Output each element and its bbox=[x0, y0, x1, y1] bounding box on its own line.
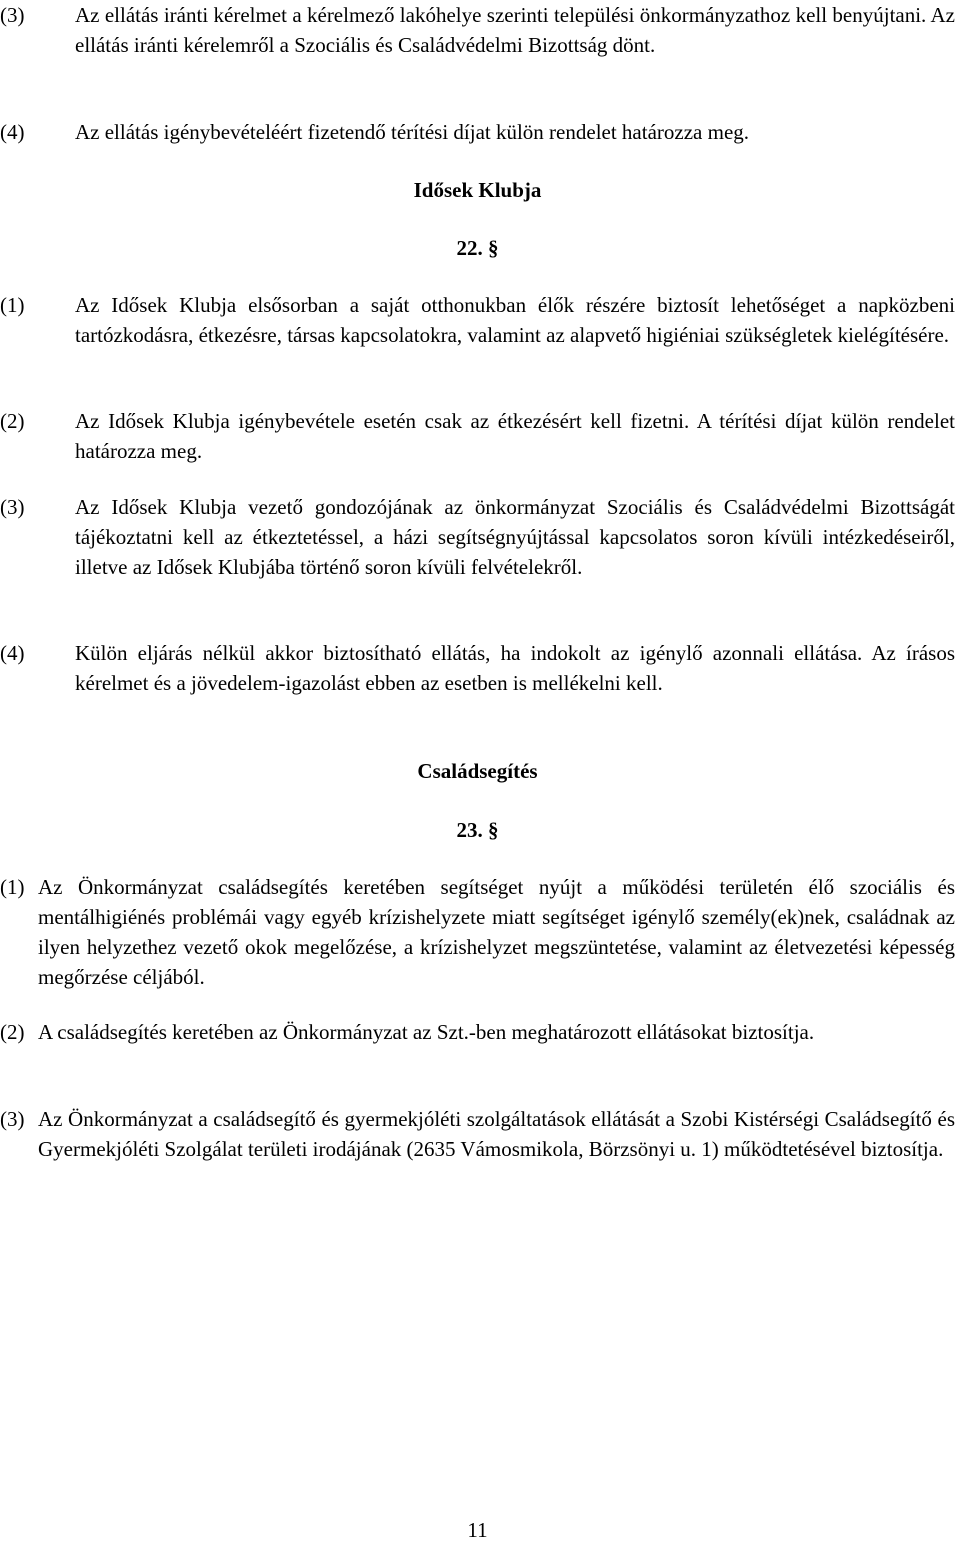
paragraph-number: (2) bbox=[0, 1020, 25, 1044]
s23-paragraph-2 bbox=[0, 1017, 955, 1047]
paragraph-number: (4) bbox=[0, 120, 25, 144]
paragraph-text: Az Idősek Klubja igénybevétele esetén csak az étkezésért kell fizetni. A térítési díjat külön rendelet határozza meg. bbox=[75, 409, 955, 463]
page-number: 11 bbox=[467, 1518, 488, 1542]
paragraph-text: Az Idősek Klubja elsősorban a saját otthonukban élők részére biztosít lehetőséget a napközbeni tartózkodásra, étkezésre, társas kapcsolatokra, valamint az alapvető higiéniai szükségletek kielégítésére. bbox=[75, 293, 955, 347]
paragraph-text: Az Önkormányzat a családsegítő és gyermekjóléti szolgáltatások ellátását a Szobi Kistérségi Családsegítő és Gyermekjóléti Szolgálat területi irodájának (2635 Vámosmikola, Börzsönyi u. 1) működtetésével biztosítja. bbox=[38, 1107, 955, 1161]
s23-paragraph-1 bbox=[0, 872, 955, 992]
paragraph-number: (4) bbox=[0, 641, 25, 665]
s22-paragraph-1 bbox=[0, 290, 955, 350]
paragraph-number: (3) bbox=[0, 495, 25, 519]
paragraph-3-prev bbox=[0, 0, 955, 60]
s23-paragraph-3 bbox=[0, 1104, 955, 1164]
paragraph-text: Külön eljárás nélkül akkor biztosítható ellátás, ha indokolt az igénylő azonnali ellátása. Az írásos kérelmet és a jövedelem-igazolást ebben az esetben is mellékelni kell. bbox=[75, 641, 955, 695]
paragraph-number: (3) bbox=[0, 1107, 25, 1131]
section-number-22: 22. § bbox=[456, 236, 499, 260]
paragraph-text: Az Önkormányzat családsegítés keretében segítséget nyújt a működési területén élő szociális és mentálhigiénés problémái vagy egyéb krízishelyzete miatt segítséget igénylő személy(ek)nek, családnak az ilyen helyzethez vezető okok megelőzése, a krízishelyzet megszüntetése, valamint az életvezetési képesség megőrzése céljából. bbox=[38, 875, 955, 989]
s22-paragraph-3 bbox=[0, 492, 955, 582]
paragraph-4-prev bbox=[0, 117, 955, 147]
paragraph-number: (1) bbox=[0, 875, 25, 899]
paragraph-number: (2) bbox=[0, 409, 25, 433]
paragraph-number: (3) bbox=[0, 3, 25, 27]
paragraph-text: Az Idősek Klubja vezető gondozójának az önkormányzat Szociális és Családvédelmi Bizottságát tájékoztatni kell az étkeztetéssel, a házi segítségnyújtással kapcsolatos soron kívüli intézkedéseiről, illetve az Idősek Klubjába történő soron kívüli felvételekről. bbox=[75, 495, 955, 579]
paragraph-text: Az ellátás igénybevételéért fizetendő térítési díjat külön rendelet határozza meg. bbox=[75, 120, 750, 144]
section-title-idosek-klubja: Idősek Klubja bbox=[413, 178, 542, 202]
paragraph-number: (1) bbox=[0, 293, 25, 317]
paragraph-text: Az ellátás iránti kérelmet a kérelmező lakóhelye szerinti települési önkormányzathoz kell benyújtani. Az ellátás iránti kérelemről a Szociális és Családvédelmi Bizottság dönt. bbox=[75, 3, 955, 57]
paragraph-text: A családsegítés keretében az Önkormányzat az Szt.-ben meghatározott ellátásokat biztosítja. bbox=[38, 1020, 815, 1044]
section-title-csaladsegites: Családsegítés bbox=[417, 759, 538, 783]
s22-paragraph-2 bbox=[0, 406, 955, 466]
s22-paragraph-4 bbox=[0, 638, 955, 698]
section-number-23: 23. § bbox=[456, 818, 499, 842]
